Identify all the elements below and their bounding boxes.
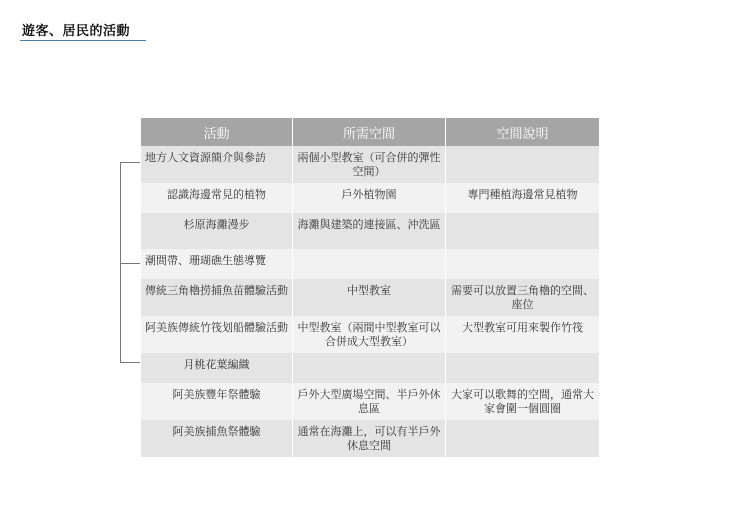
activity-space-table [141, 118, 599, 457]
page-title: 遊客、居民的活動 [22, 24, 131, 39]
space-cell: 海灘與建築的連接區、沖洗區 [293, 213, 446, 249]
note-cell [446, 213, 599, 249]
table-row [141, 213, 599, 249]
activity-cell: 阿美族捕魚祭體驗 [141, 420, 293, 457]
note-cell: 大家可以歌舞的空間，通常大家會圍一個圓圈 [446, 383, 599, 420]
header-space-description: 空間說明 [446, 118, 599, 146]
header-required-space: 所需空間 [293, 118, 446, 146]
activity-cell: 認識海邊常見的植物 [141, 183, 293, 213]
title-underline [20, 40, 146, 41]
activity-cell: 杉原海灘漫步 [141, 213, 293, 249]
note-cell [446, 420, 599, 457]
grouping-bracket-tick [120, 263, 140, 264]
space-cell: 兩個小型教室（可合併的彈性空間） [293, 146, 446, 183]
table-header-row [141, 118, 599, 146]
activity-cell: 潮間帶、珊瑚礁生態導覽 [141, 249, 293, 279]
table-row [141, 146, 599, 183]
note-cell: 需要可以放置三角櫓的空間、座位 [446, 279, 599, 316]
space-cell: 戶外植物園 [293, 183, 446, 213]
space-cell: 戶外大型廣場空間、半戶外休息區 [293, 383, 446, 420]
table-row [141, 383, 599, 420]
space-cell: 中型教室 [293, 279, 446, 316]
space-cell [293, 249, 446, 279]
table-row [141, 316, 599, 353]
activity-cell: 月桃花葉編織 [141, 353, 293, 383]
activity-cell: 傳統三角櫓捞捕魚苗體驗活動 [141, 279, 293, 316]
table-row [141, 353, 599, 383]
activity-cell: 阿美族傳統竹筏划船體驗活動 [141, 316, 293, 353]
table-row [141, 183, 599, 213]
header-activity: 活動 [141, 118, 293, 146]
space-cell: 通常在海灘上，可以有半戶外休息空間 [293, 420, 446, 457]
table-row [141, 249, 599, 279]
space-cell [293, 353, 446, 383]
note-cell [446, 353, 599, 383]
activity-cell: 地方人文資源簡介與參訪 [141, 146, 293, 183]
note-cell: 大型教室可用來製作竹筏 [446, 316, 599, 353]
table-row [141, 279, 599, 316]
activity-cell: 阿美族豐年祭體驗 [141, 383, 293, 420]
note-cell [446, 249, 599, 279]
note-cell: 專門種植海邊常見植物 [446, 183, 599, 213]
note-cell [446, 146, 599, 183]
table-row [141, 420, 599, 457]
space-cell: 中型教室（兩間中型教室可以合併成大型教室） [293, 316, 446, 353]
